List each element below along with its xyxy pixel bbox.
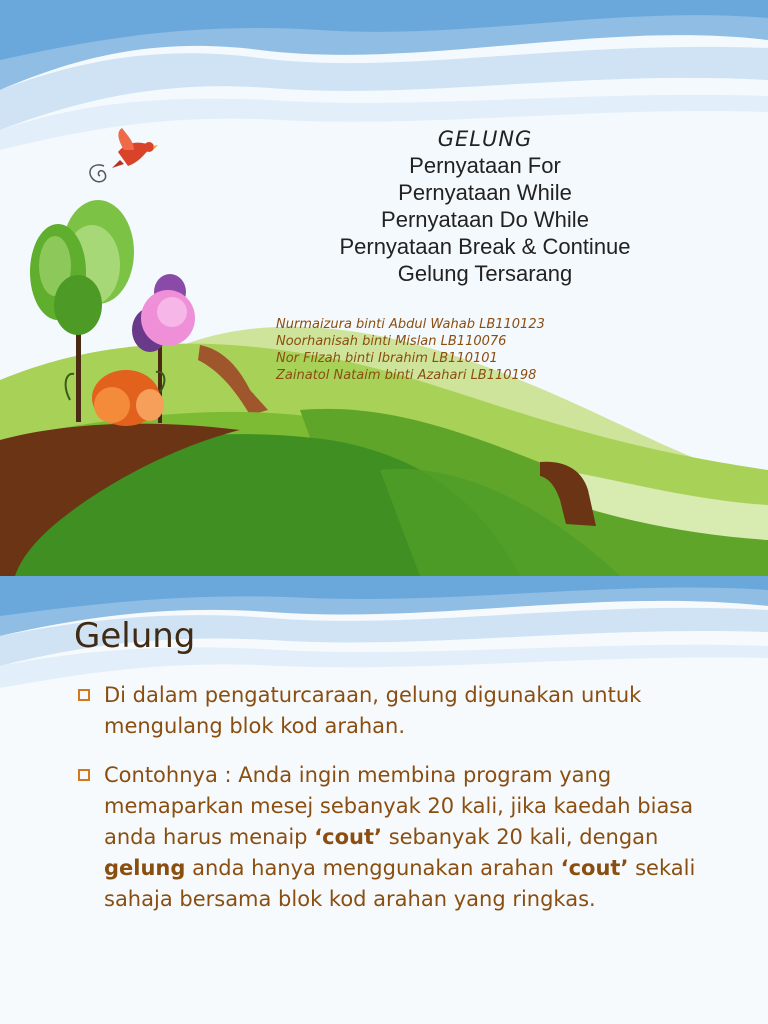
topic-for: Pernyataan For xyxy=(409,153,561,178)
author-item: Nor Filzah binti Ibrahim LB110101 xyxy=(276,351,498,366)
bullet-text: Contohnya : Anda ingin membina program yang memaparkan mesej sebanyak 20 kali, jika kaedah biasa anda harus menaip ‘cout’ sebanyak 20 kali, dengan gelung anda hanya menggunakan arahan ‘cout’ sekali sahaja bersama blok kod arahan yang ringkas. xyxy=(104,763,696,911)
square-bullet-icon xyxy=(78,689,90,701)
author-item: Noorhanisah binti Mislan LB110076 xyxy=(276,334,507,349)
bird-icon xyxy=(112,128,158,168)
bullet-item xyxy=(76,760,716,915)
topic-while: Pernyataan While xyxy=(398,180,572,205)
topic-do-while: Pernyataan Do While xyxy=(381,207,589,232)
emphasis-word: gelung xyxy=(104,856,186,880)
code-keyword: ‘cout’ xyxy=(314,825,383,849)
bullet-text: Di dalam pengaturcaraan, gelung digunakan untuk mengulang blok kod arahan. xyxy=(104,683,642,738)
square-bullet-icon xyxy=(78,769,90,781)
code-keyword: ‘cout’ xyxy=(560,856,629,880)
title-block xyxy=(290,126,680,287)
bullet-list xyxy=(76,680,716,933)
topic-nested-loop: Gelung Tersarang xyxy=(397,261,573,286)
presentation-title: GELUNG xyxy=(437,127,533,151)
slide-title: Gelung xyxy=(74,616,196,656)
topic-break-continue: Pernyataan Break & Continue xyxy=(339,234,631,259)
bullet-item xyxy=(76,680,716,742)
author-list xyxy=(276,316,656,384)
content-slide xyxy=(0,576,768,1024)
author-item: Zainatol Nataim binti Azahari LB110198 xyxy=(276,368,537,383)
author-item: Nurmaizura binti Abdul Wahab LB110123 xyxy=(276,317,545,332)
